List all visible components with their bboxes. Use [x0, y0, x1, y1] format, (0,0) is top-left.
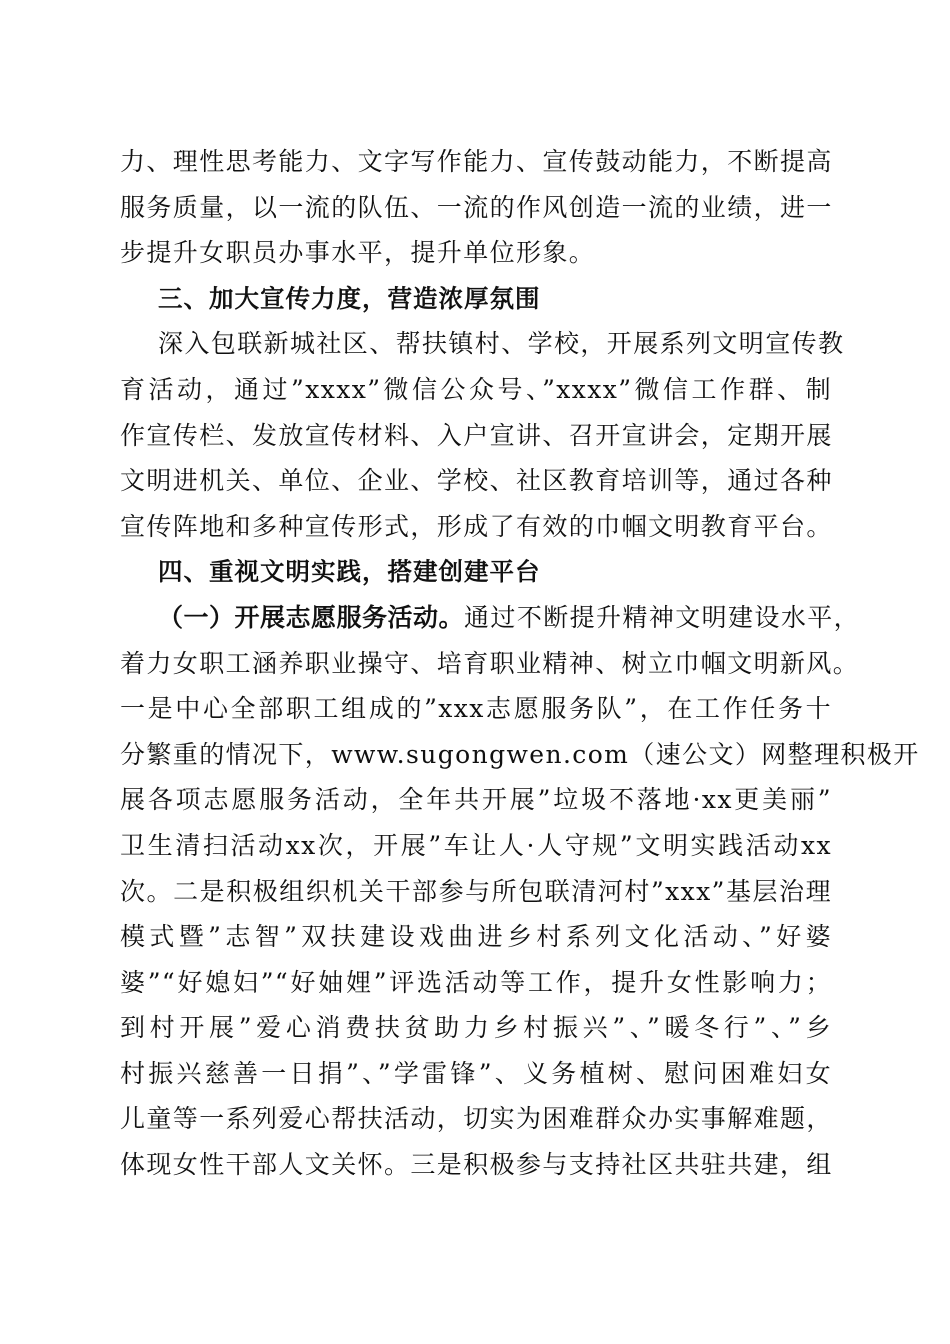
paragraph-line: 次。二是积极组织机关干部参与所包联清河村”xxx”基层治理 — [120, 876, 832, 906]
paragraph-line: 服务质量，以一流的队伍、一流的作风创造一流的业绩，进一 — [120, 192, 833, 222]
paragraph-line: 宣传阵地和多种宣传形式，形成了有效的巾帼文明教育平台。 — [120, 511, 833, 541]
paragraph-line: 儿童等一系列爱心帮扶活动，切实为困难群众办实事解难题， — [120, 1104, 833, 1134]
paragraph-line: 力、理性思考能力、文字写作能力、宣传鼓动能力，不断提高 — [120, 147, 833, 176]
paragraph-line: 分繁重的情况下，www.sugongwen.com（速公文）网整理积极开 — [120, 739, 920, 769]
paragraph-line — [120, 595, 861, 641]
paragraph-text: 通过不断提升精神文明建设水平， — [464, 602, 861, 632]
subsection-lead: （一）开展志愿服务活动。 — [158, 602, 465, 632]
paragraph-line: 文明进机关、单位、企业、学校、社区教育培训等，通过各种 — [120, 466, 833, 496]
paragraph-line: 深入包联新城社区、帮扶镇村、学校，开展系列文明宣传教 — [158, 329, 845, 359]
paragraph-line: 卫生清扫活动xx次，开展”车让人·人守规”文明实践活动xx — [120, 830, 832, 860]
paragraph-line: 模式暨”志智”双扶建设戏曲进乡村系列文化活动、”好婆 — [120, 922, 832, 952]
paragraph-line: 展各项志愿服务活动，全年共开展”垃圾不落地·xx更美丽” — [120, 785, 832, 815]
paragraph-line: 一是中心全部职工组成的”xxx志愿服务队”，在工作任务十 — [120, 694, 832, 724]
paragraph-line: 到村开展”爱心消费扶贫助力乡村振兴”、”暖冬行”、”乡 — [120, 1013, 832, 1043]
paragraph-line: 步提升女职员办事水平，提升单位形象。 — [120, 238, 596, 268]
paragraph-line: 体现女性干部人文关怀。三是积极参与支持社区共驻共建，组 — [120, 1150, 833, 1180]
paragraph-line: 婆”“好媳妇”“好妯娌”评选活动等工作，提升女性影响力； — [120, 967, 832, 997]
document-body — [120, 139, 920, 1188]
paragraph-line: 着力女职工涵养职业操守、培育职业精神、树立巾帼文明新风。 — [120, 648, 860, 678]
paragraph-line: 村振兴慈善一日捐”、”学雷锋”、义务植树、慰问困难妇女 — [120, 1058, 832, 1088]
section-heading-4: 四、重视文明实践，搭建创建平台 — [158, 557, 541, 587]
section-heading-3: 三、加大宣传力度，营造浓厚氛围 — [158, 283, 541, 313]
paragraph-line: 育活动，通过”xxxx”微信公众号、”xxxx”微信工作群、制 — [120, 374, 832, 404]
paragraph-line: 作宣传栏、发放宣传材料、入户宣讲、召开宣讲会，定期开展 — [120, 420, 833, 450]
